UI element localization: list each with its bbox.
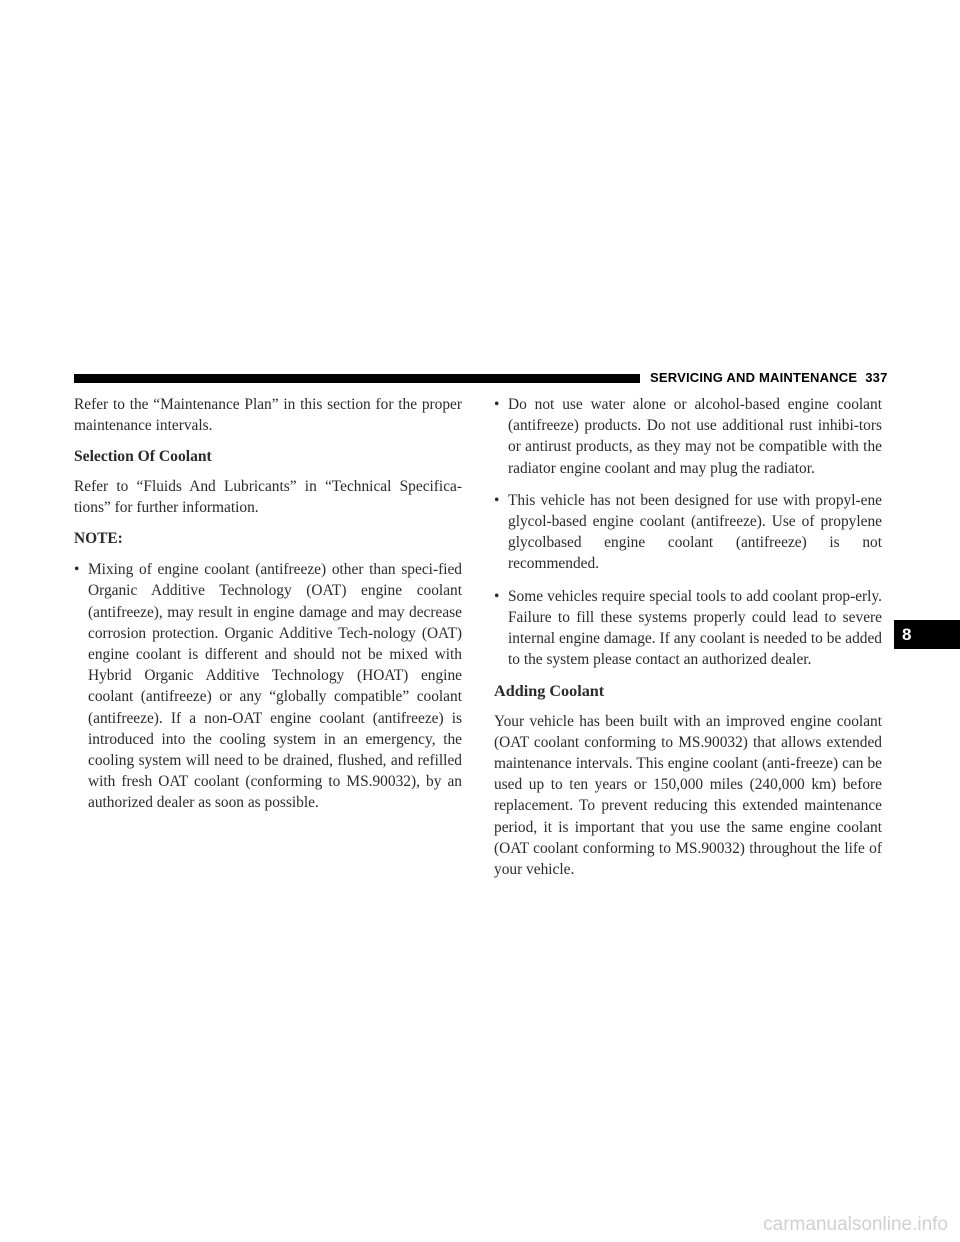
intro-paragraph: Refer to the “Maintenance Plan” in this section for the proper maintenance intervals. <box>74 396 462 435</box>
list-item <box>494 586 882 671</box>
note-bullet-list-continued <box>494 394 882 670</box>
page-number: 337 <box>865 370 888 385</box>
right-column <box>494 394 882 890</box>
adding-coolant-heading: Adding Coolant <box>494 682 605 701</box>
note-bullet-list <box>74 559 462 813</box>
bullet-text: Do not use water alone or alcohol-based engine coolant (antifreeze) products. Do not use additional rust inhibi-tors or antirust products, as they may not be compatible with the radiator engine coolant and may plug the radiator. <box>508 396 882 477</box>
chapter-tab: 8 <box>894 620 960 649</box>
list-item <box>494 394 882 479</box>
list-item <box>494 490 882 575</box>
header-rule <box>74 374 640 383</box>
left-column <box>74 394 462 825</box>
adding-coolant-paragraph: Your vehicle has been built with an improved engine coolant (OAT coolant conforming to MS.90032) that allows extended maintenance intervals. This engine coolant (anti-freeze) can be used up to ten years or 150,000 miles (240,000 km) before replacement. To prevent reducing this extended maintenance period, it is important that you use the same engine coolant (OAT coolant conforming to MS.90032) throughout the life of your vehicle. <box>494 712 882 879</box>
bullet-icon: • <box>494 491 500 509</box>
watermark: carmanualsonline.info <box>763 1214 948 1235</box>
selection-of-coolant-heading: Selection Of Coolant <box>74 448 212 466</box>
section-title: SERVICING AND MAINTENANCE <box>650 370 858 385</box>
running-header <box>650 370 888 385</box>
bullet-text: Some vehicles require special tools to add coolant prop-erly. Failure to fill these systems properly could lead to severe internal engine damage. If any coolant is needed to be added to the system please contact an authorized dealer. <box>508 587 882 669</box>
bullet-text: This vehicle has not been designed for use with propyl-ene glycol-based engine coolant (antifreeze). Use of propylene glycolbased engine coolant (antifreeze) is not recommended. <box>508 491 882 573</box>
bullet-icon: • <box>494 587 500 605</box>
note-label: NOTE: <box>74 530 123 548</box>
list-item <box>74 559 462 813</box>
bullet-icon: • <box>494 396 500 413</box>
fluids-reference-paragraph: Refer to “Fluids And Lubricants” in “Technical Specifica-tions” for further information. <box>74 477 462 516</box>
bullet-icon: • <box>74 561 80 579</box>
bullet-text: Mixing of engine coolant (antifreeze) other than speci-fied Organic Additive Technology (OAT) engine coolant (antifreeze), may result in engine damage and may decrease corrosion protection. Organic Additive Tech-nology (OAT) engine coolant is different and should not be mixed with Hybrid Organic Additive Technology (HOAT) engine coolant (antifreeze) or any “globally compatible” coolant (antifreeze). If a non-OAT engine coolant (antifreeze) is introduced into the cooling system in an emergency, the cooling system will need to be drained, flushed, and refilled with fresh OAT coolant (conforming to MS.90032), by an authorized dealer as soon as possible. <box>88 561 462 812</box>
